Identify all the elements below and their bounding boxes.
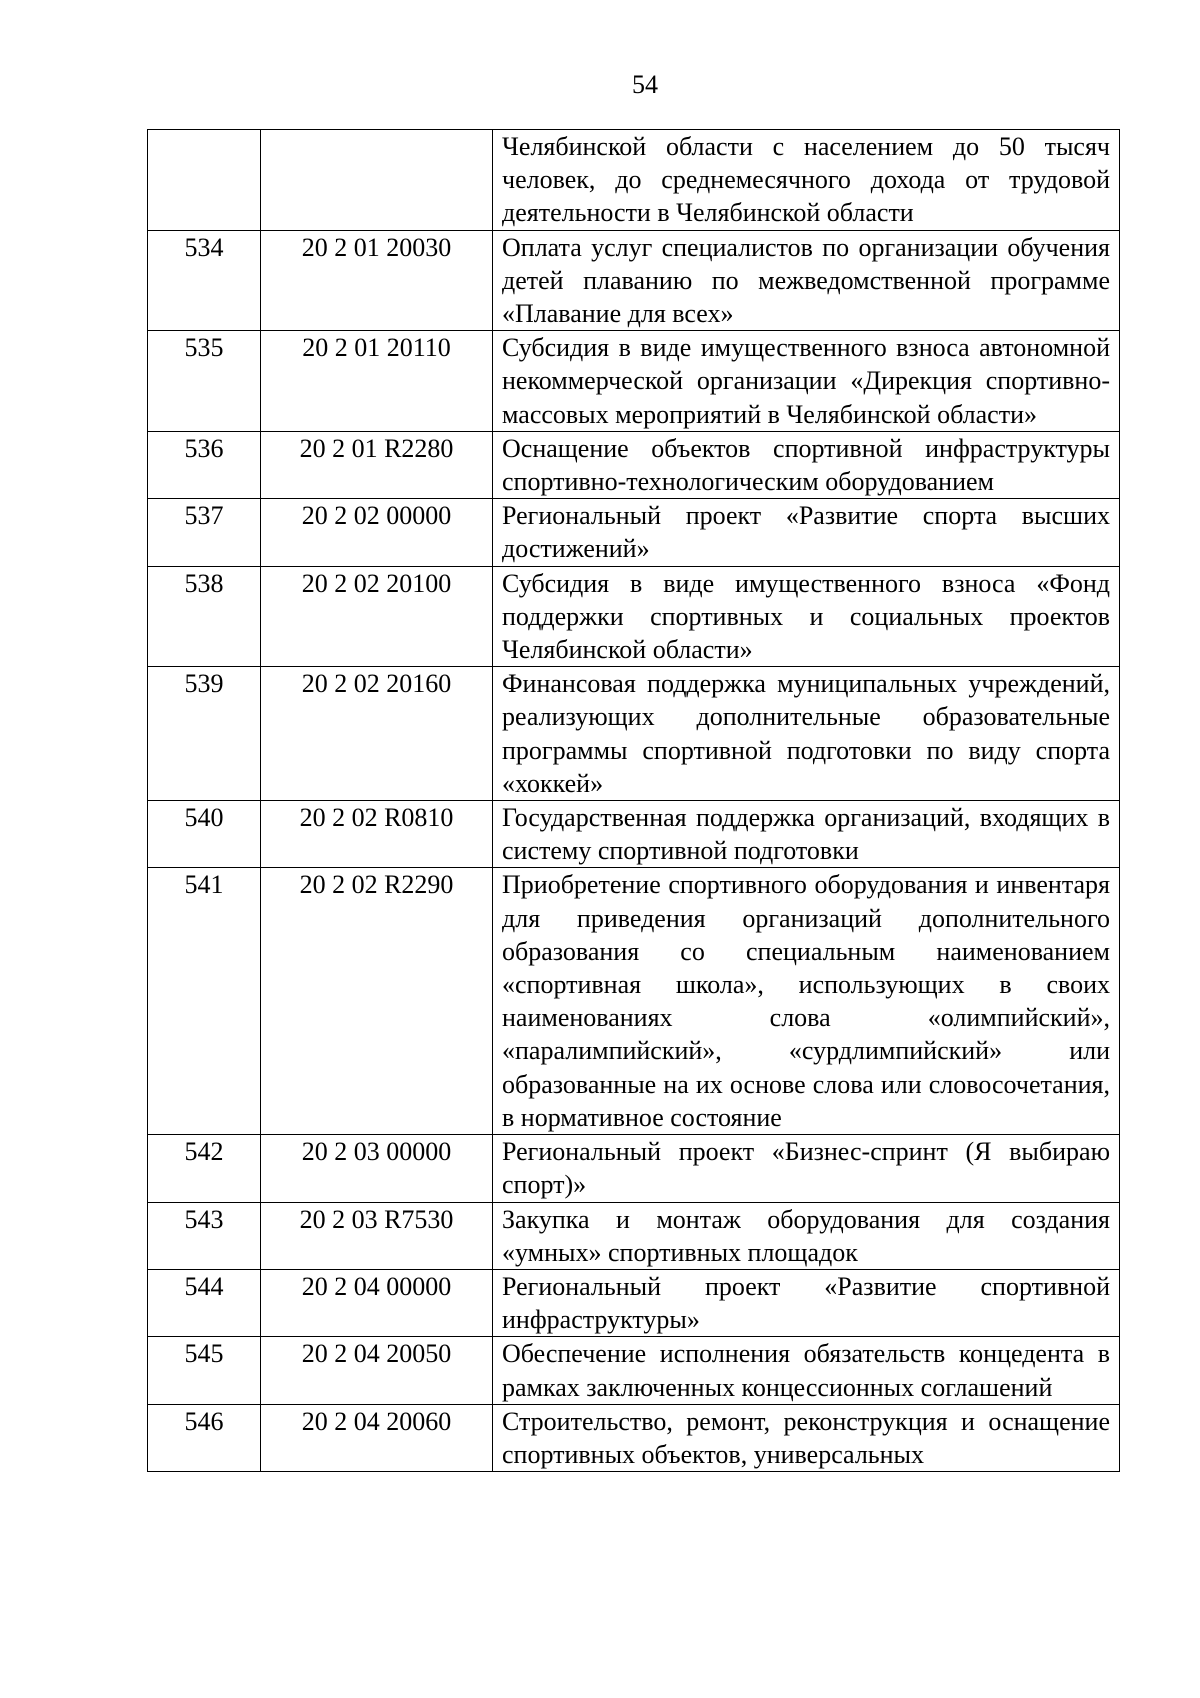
row-code: 20 2 04 20060 xyxy=(261,1404,493,1471)
table-row xyxy=(148,331,1120,432)
row-code: 20 2 02 20100 xyxy=(261,566,493,667)
row-code: 20 2 04 00000 xyxy=(261,1269,493,1336)
row-number: 537 xyxy=(148,499,261,566)
row-code: 20 2 03 00000 xyxy=(261,1135,493,1202)
row-code: 20 2 03 R7530 xyxy=(261,1202,493,1269)
row-number: 546 xyxy=(148,1404,261,1471)
table-row xyxy=(148,868,1120,1135)
row-number xyxy=(148,130,261,231)
row-description: Региональный проект «Бизнес-спринт (Я выбираю спорт)» xyxy=(493,1135,1120,1202)
row-code: 20 2 02 R0810 xyxy=(261,801,493,868)
row-description: Оплата услуг специалистов по организации обучения детей плаванию по межведомственной программе «Плавание для всех» xyxy=(493,230,1120,331)
page-number: 54 xyxy=(632,70,658,99)
row-code: 20 2 02 R2290 xyxy=(261,868,493,1135)
row-number: 544 xyxy=(148,1269,261,1336)
table-row xyxy=(148,431,1120,498)
row-number: 541 xyxy=(148,868,261,1135)
budget-classification-table xyxy=(147,129,1120,1472)
row-description: Строительство, ремонт, реконструкция и оснащение спортивных объектов, универсальных xyxy=(493,1404,1120,1471)
row-number: 536 xyxy=(148,431,261,498)
row-number: 542 xyxy=(148,1135,261,1202)
table-row xyxy=(148,667,1120,801)
row-number: 535 xyxy=(148,331,261,432)
row-description: Оснащение объектов спортивной инфраструктуры спортивно-технологическим оборудованием xyxy=(493,431,1120,498)
row-description: Финансовая поддержка муниципальных учреждений, реализующих дополнительные образовательные программы спортивной подготовки по виду спорта «хоккей» xyxy=(493,667,1120,801)
table-row xyxy=(148,499,1120,566)
table-row xyxy=(148,801,1120,868)
row-description: Субсидия в виде имущественного взноса «Фонд поддержки спортивных и социальных проектов Челябинской области» xyxy=(493,566,1120,667)
row-number: 538 xyxy=(148,566,261,667)
row-description: Государственная поддержка организаций, входящих в систему спортивной подготовки xyxy=(493,801,1120,868)
row-code: 20 2 01 20110 xyxy=(261,331,493,432)
table-row xyxy=(148,566,1120,667)
row-number: 540 xyxy=(148,801,261,868)
row-number: 545 xyxy=(148,1337,261,1404)
table-row xyxy=(148,1135,1120,1202)
row-description: Региональный проект «Развитие спорта высших достижений» xyxy=(493,499,1120,566)
table-row xyxy=(148,130,1120,231)
row-code: 20 2 01 20030 xyxy=(261,230,493,331)
row-number: 543 xyxy=(148,1202,261,1269)
row-description: Закупка и монтаж оборудования для создания «умных» спортивных площадок xyxy=(493,1202,1120,1269)
row-code: 20 2 01 R2280 xyxy=(261,431,493,498)
row-code: 20 2 04 20050 xyxy=(261,1337,493,1404)
table-body xyxy=(148,130,1120,1472)
table-row xyxy=(148,1269,1120,1336)
row-number: 534 xyxy=(148,230,261,331)
table-row xyxy=(148,1202,1120,1269)
row-description: Региональный проект «Развитие спортивной инфраструктуры» xyxy=(493,1269,1120,1336)
table-row xyxy=(148,1404,1120,1471)
row-description: Приобретение спортивного оборудования и инвентаря для приведения организаций дополнительного образования со специальным наименованием «спортивная школа», использующих в своих наименованиях слова «олимпийский», «паралимпийский», «сурдлимпийский» или образованные на их основе слова или словосочетания, в нормативное состояние xyxy=(493,868,1120,1135)
row-number: 539 xyxy=(148,667,261,801)
table-row xyxy=(148,230,1120,331)
row-description: Обеспечение исполнения обязательств концедента в рамках заключенных концессионных соглашений xyxy=(493,1337,1120,1404)
row-code xyxy=(261,130,493,231)
row-code: 20 2 02 00000 xyxy=(261,499,493,566)
row-description: Субсидия в виде имущественного взноса автономной некоммерческой организации «Дирекция спортивно-массовых мероприятий в Челябинской области» xyxy=(493,331,1120,432)
row-code: 20 2 02 20160 xyxy=(261,667,493,801)
table-row xyxy=(148,1337,1120,1404)
row-description: Челябинской области с населением до 50 тысяч человек, до среднемесячного дохода от трудовой деятельности в Челябинской области xyxy=(493,130,1120,231)
